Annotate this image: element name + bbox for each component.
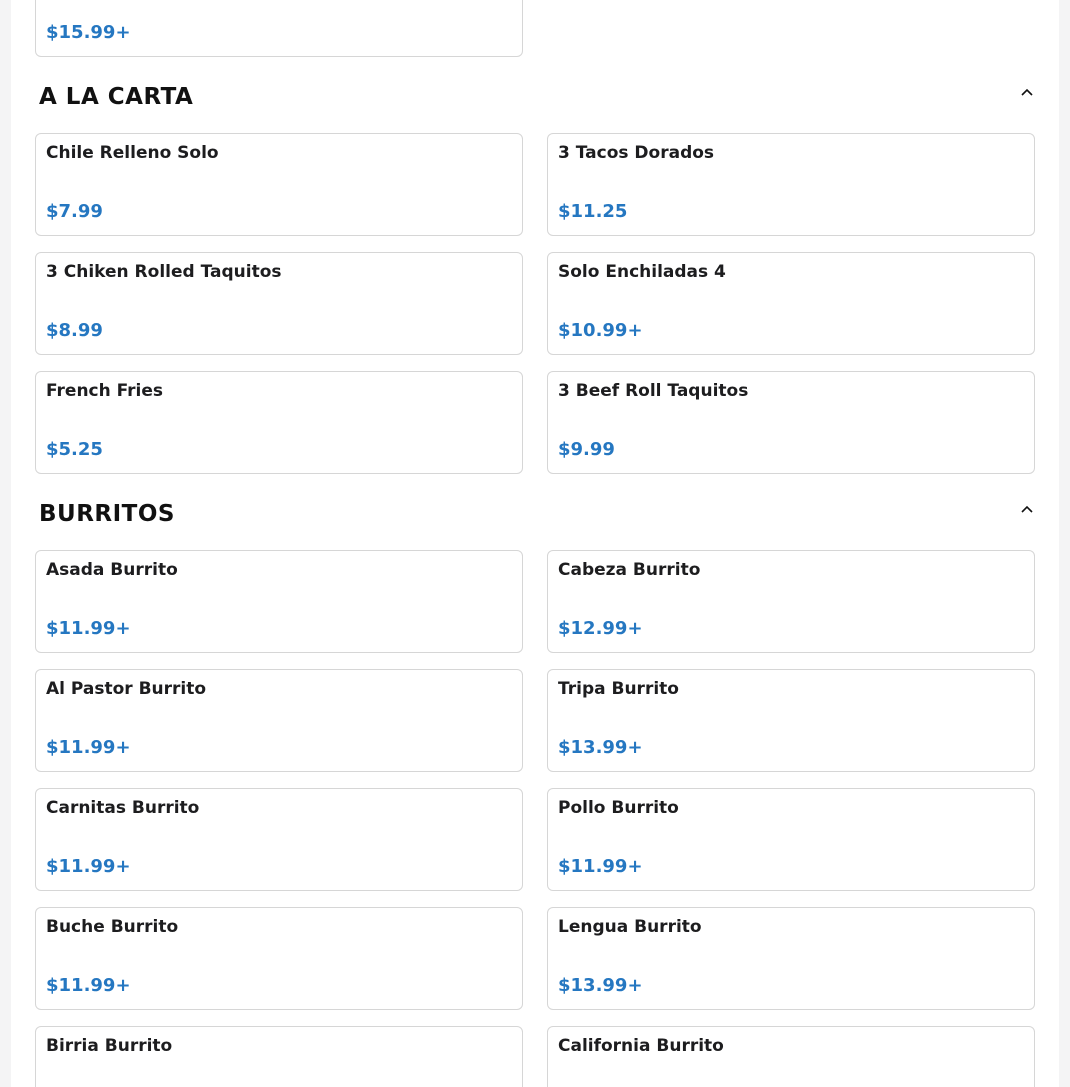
menu-item-name: California Burrito xyxy=(558,1036,724,1056)
menu-item-card[interactable] xyxy=(35,907,523,1010)
menu-item-price: $5.25 xyxy=(46,439,103,460)
menu-item-card[interactable] xyxy=(35,133,523,236)
menu-item-name: 3 Tacos Dorados xyxy=(558,143,715,163)
menu-item-name: Asada Burrito xyxy=(46,560,178,580)
menu-item-name: 3 Chiken Rolled Taquitos xyxy=(46,262,282,282)
section-header-burritos[interactable] xyxy=(39,501,1035,541)
menu-item-name: Birria Burrito xyxy=(46,1036,173,1056)
menu-item-price: $8.99 xyxy=(46,320,103,341)
menu-item-price: $11.99+ xyxy=(558,856,643,877)
section-header-a-la-carta[interactable] xyxy=(39,84,1035,124)
menu-item-price: $11.99+ xyxy=(46,975,131,996)
menu-item-name: Buche Burrito xyxy=(46,917,179,937)
menu-item-price: $13.99+ xyxy=(558,975,643,996)
menu-item-name: Chile Relleno Solo xyxy=(46,143,219,163)
menu-item-card[interactable] xyxy=(35,371,523,474)
menu-item-card[interactable] xyxy=(35,252,523,355)
menu-item-name: Tripa Burrito xyxy=(558,679,679,699)
menu-item-card[interactable] xyxy=(35,788,523,891)
menu-item-card[interactable] xyxy=(35,669,523,772)
menu-item-price: $11.99+ xyxy=(46,618,131,639)
menu-item-price: $10.99+ xyxy=(558,320,643,341)
menu-item-price: $7.99 xyxy=(46,201,103,222)
menu-item-card[interactable] xyxy=(547,907,1035,1010)
menu-item-card[interactable] xyxy=(547,788,1035,891)
menu-item-name: Al Pastor Burrito xyxy=(46,679,207,699)
menu-item-card[interactable] xyxy=(547,669,1035,772)
menu-item-price: $11.25 xyxy=(558,201,628,222)
menu-item-name: French Fries xyxy=(46,381,164,401)
menu-page xyxy=(11,0,1059,1087)
menu-item-card[interactable] xyxy=(547,252,1035,355)
menu-item-card[interactable] xyxy=(547,371,1035,474)
menu-item-card[interactable] xyxy=(35,0,523,57)
menu-item-card[interactable] xyxy=(35,550,523,653)
menu-item-card[interactable] xyxy=(547,550,1035,653)
chevron-up-icon[interactable] xyxy=(1019,501,1035,517)
menu-item-price: $9.99 xyxy=(558,439,615,460)
menu-item-name: Cabeza Burrito xyxy=(558,560,701,580)
menu-item-name: Pollo Burrito xyxy=(558,798,679,818)
section-title: BURRITOS xyxy=(39,501,175,527)
menu-item-price: $15.99+ xyxy=(46,22,131,43)
chevron-up-icon[interactable] xyxy=(1019,84,1035,100)
menu-item-price: $12.99+ xyxy=(558,618,643,639)
menu-item-card[interactable] xyxy=(547,133,1035,236)
menu-item-name: Lengua Burrito xyxy=(558,917,702,937)
menu-item-name: 3 Beef Roll Taquitos xyxy=(558,381,749,401)
menu-item-price: $13.99+ xyxy=(558,737,643,758)
menu-item-name: Carnitas Burrito xyxy=(46,798,200,818)
menu-item-card[interactable] xyxy=(35,1026,523,1087)
section-title: A LA CARTA xyxy=(39,84,194,110)
menu-item-price: $11.99+ xyxy=(46,856,131,877)
menu-item-card[interactable] xyxy=(547,1026,1035,1087)
menu-item-price: $11.99+ xyxy=(46,737,131,758)
menu-item-name: Solo Enchiladas 4 xyxy=(558,262,726,282)
